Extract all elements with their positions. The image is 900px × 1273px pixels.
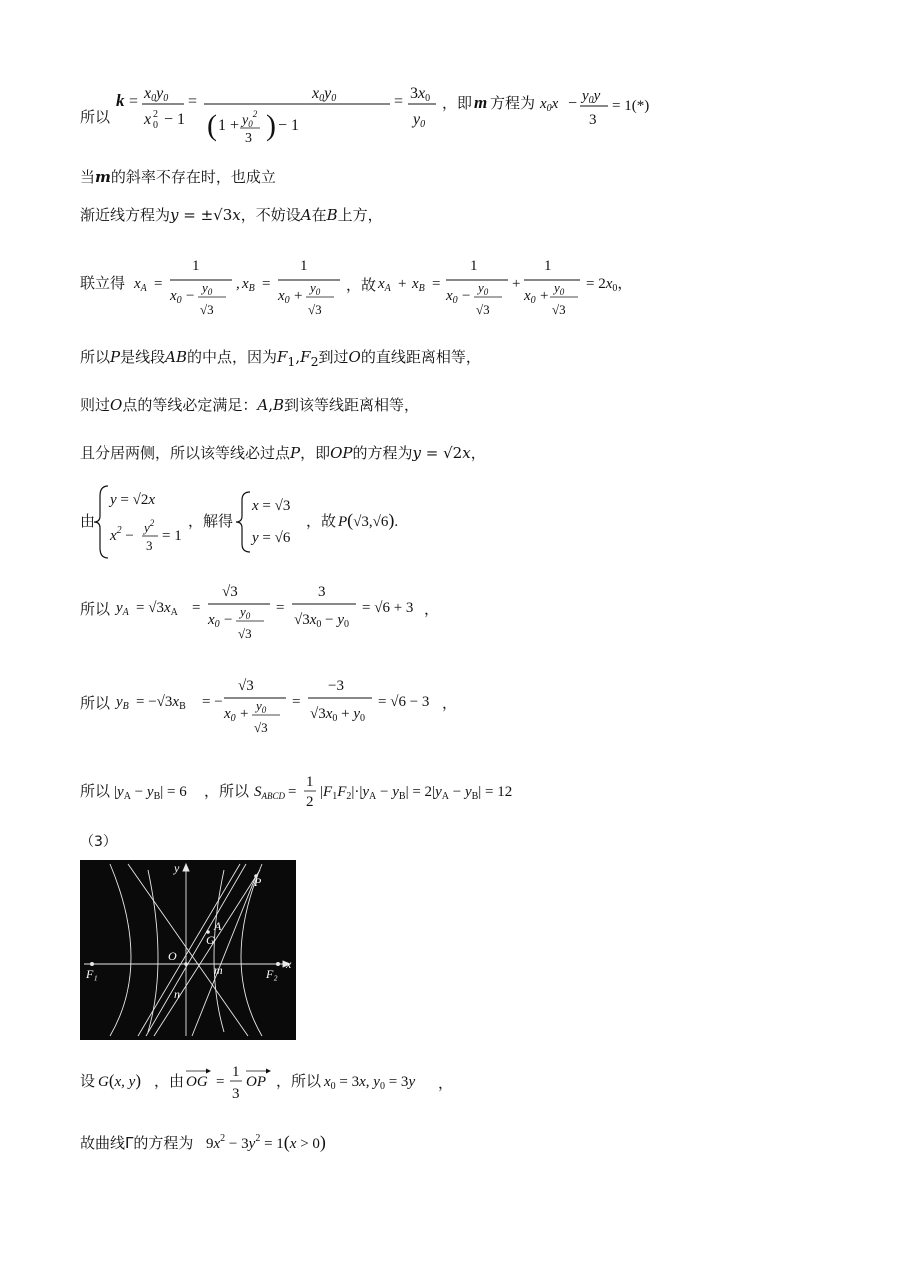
svg-text:=: = xyxy=(129,93,139,110)
svg-text:1: 1 xyxy=(192,258,200,274)
svg-text:，: ， xyxy=(424,602,440,618)
svg-text:联立得: 联立得 xyxy=(80,274,126,292)
svg-text:y = √2x: y = √2x xyxy=(110,492,156,508)
svg-text:x = √3: x = √3 xyxy=(252,498,291,514)
formula-xA-xB xyxy=(80,250,640,322)
svg-text:xB: $x_B$ xyxy=(242,276,255,294)
svg-text:所以: 所以 xyxy=(80,108,111,126)
svg-text:，: ， xyxy=(442,696,458,712)
line-2: 当m的斜率不存在时，也成立 xyxy=(80,168,276,186)
svg-text:G(x, y): G(x, y) xyxy=(98,1071,142,1090)
svg-text:−: − xyxy=(224,612,233,628)
svg-text:(: ( xyxy=(207,109,217,142)
svg-text:= √3xA: = $√3x_A$ xyxy=(136,600,178,618)
formula-area xyxy=(80,768,600,818)
formula-yA xyxy=(80,576,460,648)
svg-text:P(√3,√6).: P(√3,√6). xyxy=(338,510,399,530)
svg-text:√3x0 + y0: $√3x_0 + y_0$ xyxy=(310,706,366,724)
svg-text:= √6 + 3: = √6 + 3 xyxy=(362,600,414,616)
svg-text:= −√3xB: = $-√3x_B$ xyxy=(136,694,186,712)
svg-text:y0y: $y_0y$ xyxy=(582,88,601,106)
svg-text:−: − xyxy=(462,288,471,304)
point-f2 xyxy=(276,962,280,966)
formula-gamma xyxy=(80,1128,400,1158)
svg-text:故曲线Γ的方程为: 故曲线Γ的方程为 xyxy=(80,1134,194,1152)
label-n: n xyxy=(174,987,180,1001)
svg-text:x0: $x_0$ xyxy=(224,706,236,724)
svg-text:3x0: 3x0 xyxy=(410,85,431,104)
svg-text:1: 1 xyxy=(544,258,552,274)
label-f1: F₁ xyxy=(86,967,98,981)
svg-text:x0: $x_0$ xyxy=(446,288,458,306)
svg-text:y02: $y_0^2$ xyxy=(242,109,258,129)
svg-text:，由: ，由 xyxy=(154,1072,185,1090)
svg-text:=: = xyxy=(192,600,201,616)
svg-text:y0: $y_0$ xyxy=(554,280,565,297)
svg-text:x0 = 3x, y0 = 3y: $x_0 = 3x$, $y_0 = 3y$ xyxy=(324,1074,416,1092)
svg-text:x0: $x_0$ xyxy=(278,288,290,306)
svg-text:OP: OP xyxy=(246,1074,266,1090)
svg-text:3: 3 xyxy=(245,131,252,146)
svg-text:x0y0: x0y0 xyxy=(312,85,337,104)
label-f2: F₂ xyxy=(266,967,278,981)
svg-text:− 1: − 1 xyxy=(278,117,300,134)
svg-text:3: 3 xyxy=(146,538,153,553)
line-3: 渐近线方程为y = ±√3x，不妨设A在B上方， xyxy=(80,206,383,224)
svg-text:m: m xyxy=(474,93,488,112)
line-1b xyxy=(580,88,652,142)
svg-text:yA: $y_A$ xyxy=(116,600,129,618)
line-8 xyxy=(80,482,440,562)
svg-text:= 2x0，: = $2x_0$， xyxy=(586,276,633,294)
svg-text:，解得: ，解得 xyxy=(188,512,234,530)
svg-text:，所以: ，所以 xyxy=(204,782,250,800)
svg-text:xA: $x_A$ xyxy=(134,276,147,294)
svg-text:SABCD: $S_{ABCD}$ xyxy=(254,784,285,801)
svg-text:xA: $x_A$ xyxy=(378,276,391,294)
line-10 xyxy=(80,670,480,742)
label-x: x xyxy=(286,957,292,971)
svg-text:x: x xyxy=(144,111,152,128)
line-5: 所以P是线段AB的中点，因为$F_1,F_2$到过O的直线距离相等， xyxy=(80,348,481,369)
svg-text:=: = xyxy=(262,276,271,292)
svg-text:|yA − yB| = 6: $|y_A - y_B| = 6$ xyxy=(114,784,187,802)
svg-text:y0: $y_0$ xyxy=(310,280,321,297)
svg-text:y0: $y_0$ xyxy=(478,280,489,297)
svg-text:2: 2 xyxy=(306,794,314,810)
svg-text:k: k xyxy=(116,91,125,110)
svg-text:1: 1 xyxy=(232,1064,240,1080)
hyperbola-figure xyxy=(80,860,296,1040)
svg-text:1 +: 1 + xyxy=(218,117,240,134)
svg-text:= −: = − xyxy=(202,694,223,710)
label-a: A xyxy=(214,919,222,933)
svg-text:√3: √3 xyxy=(254,720,268,735)
svg-text:y0: y0 xyxy=(413,111,426,130)
svg-text:x0: $x_0$ xyxy=(524,288,536,306)
formula-g xyxy=(80,1058,500,1108)
svg-text:，即: ，即 xyxy=(442,94,473,112)
formula-system xyxy=(80,482,440,562)
svg-text:设: 设 xyxy=(80,1072,96,1090)
svg-text:=: = xyxy=(188,93,198,110)
svg-text:=: = xyxy=(216,1074,225,1090)
label-o: O xyxy=(168,949,177,963)
svg-text:−3: −3 xyxy=(328,678,344,694)
svg-text:9x2 − 3y2 = 1(x > 0): $9x^2 - 3y^2 = 1(x > 0)$ xyxy=(206,1132,326,1152)
svg-text:+: + xyxy=(512,276,521,292)
svg-text:yB: $y_B$ xyxy=(116,694,129,712)
svg-text:√3: √3 xyxy=(238,678,254,694)
svg-text:=: = xyxy=(432,276,441,292)
svg-text:+: + xyxy=(240,706,249,722)
svg-text:+: + xyxy=(398,276,407,292)
svg-text:3: 3 xyxy=(318,584,326,600)
label-y: y xyxy=(174,861,180,875)
svg-text:y0: $y_0$ xyxy=(256,698,267,715)
svg-text:y = √6: y = √6 xyxy=(252,530,291,546)
svg-text:0: 0 xyxy=(153,120,158,131)
svg-text:−: − xyxy=(568,95,578,112)
svg-text:): ) xyxy=(266,109,276,142)
svg-text:x0y0: x0y0 xyxy=(144,85,169,104)
svg-text:所以: 所以 xyxy=(80,600,111,618)
svg-text:由: 由 xyxy=(80,512,96,530)
svg-text:方程为: 方程为 xyxy=(490,94,536,112)
svg-text:√3: √3 xyxy=(308,302,322,317)
svg-text:−: − xyxy=(186,288,195,304)
svg-text:y2: $y^2$ xyxy=(144,518,155,535)
svg-text:所以: 所以 xyxy=(80,694,111,712)
svg-text:，故: ，故 xyxy=(346,276,377,294)
svg-text:y0: $y_0$ xyxy=(240,604,251,621)
svg-text:= √6 − 3: = √6 − 3 xyxy=(378,694,430,710)
svg-text:=: = xyxy=(394,93,404,110)
svg-text:xB: $x_B$ xyxy=(412,276,425,294)
line-11 xyxy=(80,768,600,818)
svg-text:3: 3 xyxy=(589,112,597,128)
svg-text:= 1: = 1 xyxy=(162,528,182,544)
svg-text:+: + xyxy=(294,288,303,304)
svg-text:1: 1 xyxy=(470,258,478,274)
svg-text:,: , xyxy=(236,276,240,292)
svg-text:|F1F2|·|yA − yB| = 2|yA − yB|: $|F_1F_2|\cdot|y_A - y_B| = 2|y_A - y_B| = 12$ xyxy=(320,784,513,802)
svg-text:√3: √3 xyxy=(222,584,238,600)
svg-text:x2 −: $x^2$ − xyxy=(110,525,134,544)
label-m: m xyxy=(214,963,223,977)
point-f1 xyxy=(90,962,94,966)
formula-k xyxy=(80,78,600,148)
svg-text:3: 3 xyxy=(232,1086,240,1102)
svg-text:所以: 所以 xyxy=(80,782,111,800)
line-7: 且分居两侧，所以该等线必过点P，即OP的方程为y = √2x， xyxy=(80,444,486,462)
svg-text:1: 1 xyxy=(306,774,314,790)
svg-text:2: 2 xyxy=(153,109,158,120)
point-o xyxy=(184,962,188,966)
svg-text:=: = xyxy=(276,600,285,616)
svg-text:√3: √3 xyxy=(552,302,566,317)
svg-text:=: = xyxy=(292,694,301,710)
svg-text:，故: ，故 xyxy=(306,512,337,530)
line-13 xyxy=(80,1058,500,1108)
svg-text:√3: √3 xyxy=(200,302,214,317)
formula-yB xyxy=(80,670,480,742)
svg-text:√3: √3 xyxy=(238,626,252,641)
line-14 xyxy=(80,1128,400,1158)
svg-text:x0: $x_0$ xyxy=(208,612,220,630)
svg-text:，所以: ，所以 xyxy=(276,1072,322,1090)
svg-text:=: = xyxy=(288,784,297,800)
section-3-label: （3） xyxy=(80,834,117,850)
line-9 xyxy=(80,576,460,648)
line-1 xyxy=(80,78,600,148)
line-4 xyxy=(80,250,640,322)
svg-text:=: = xyxy=(154,276,163,292)
svg-text:√3: √3 xyxy=(476,302,490,317)
svg-text:x0: $x_0$ xyxy=(170,288,182,306)
line-6: 则过O点的等线必定满足：A,B到该等线距离相等， xyxy=(80,396,420,414)
svg-text:= 1(*): = 1(*) xyxy=(612,98,650,114)
svg-text:，: ， xyxy=(438,1074,454,1092)
svg-text:√3x0 − y0: $√3x_0 - y_0$ xyxy=(294,612,350,630)
svg-text:x0x: $x_0x$ xyxy=(540,96,559,114)
formula-m xyxy=(580,88,652,142)
svg-text:1: 1 xyxy=(300,258,308,274)
svg-text:OG: OG xyxy=(186,1074,208,1090)
svg-text:y0: $y_0$ xyxy=(202,280,213,297)
svg-text:− 1: − 1 xyxy=(164,111,186,128)
label-p: P xyxy=(254,875,262,889)
svg-text:+: + xyxy=(540,288,549,304)
label-g: G xyxy=(206,933,215,947)
